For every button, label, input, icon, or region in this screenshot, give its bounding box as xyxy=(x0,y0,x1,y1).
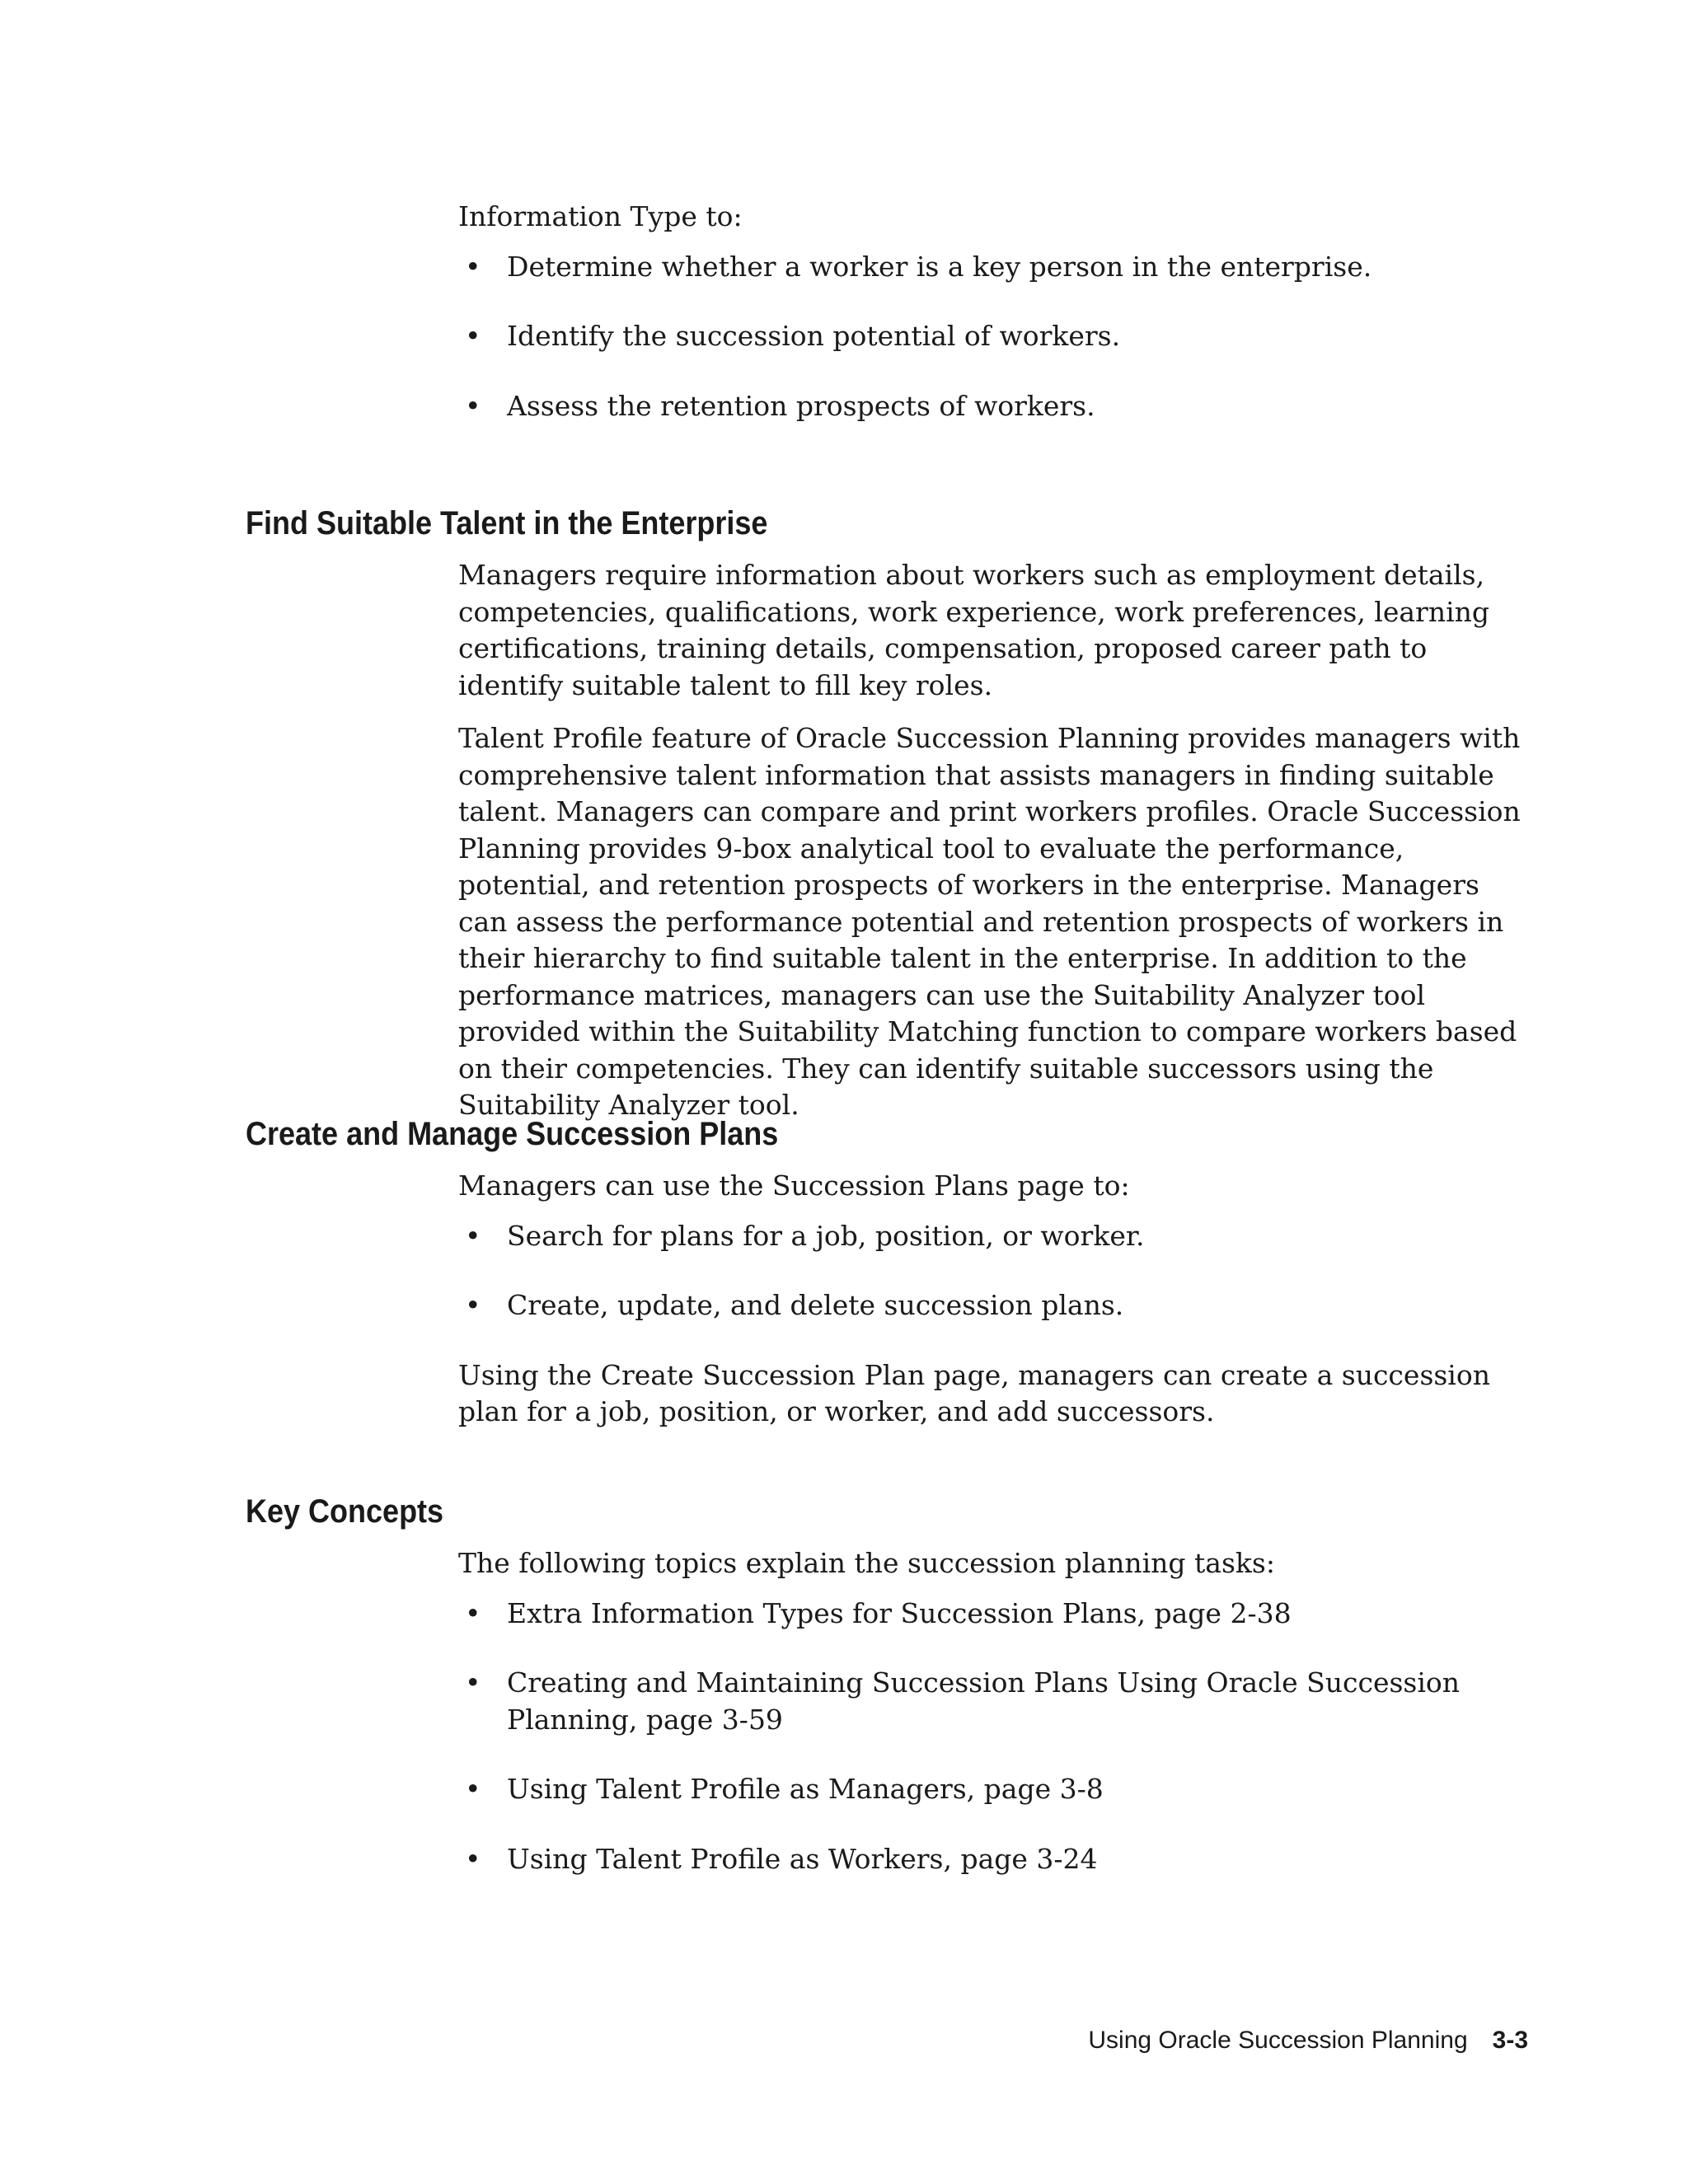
list-item: • Search for plans for a job, position, or worker. xyxy=(458,1218,1530,1255)
section-heading-succession-plans: Create and Manage Succession Plans xyxy=(246,1116,779,1152)
find-talent-body xyxy=(458,557,1530,1124)
intro-block xyxy=(458,199,1530,424)
intro-bullet-list xyxy=(458,249,1530,425)
list-item: • Assess the retention prospects of workers. xyxy=(458,388,1530,425)
bullet-icon: • xyxy=(465,1666,481,1699)
bullet-icon: • xyxy=(465,1842,481,1875)
key-concepts-body xyxy=(458,1545,1530,1877)
key-concepts-lead: The following topics explain the succession planning tasks: xyxy=(458,1547,1275,1579)
bullet-icon: • xyxy=(465,1596,481,1629)
list-item xyxy=(458,1841,1530,1878)
list-item xyxy=(458,1771,1530,1808)
list-item: • Create, update, and delete succession plans. xyxy=(458,1287,1530,1324)
intro-lead: Information Type to: xyxy=(458,200,743,232)
list-item xyxy=(458,1596,1530,1633)
succession-plans-body xyxy=(458,1168,1530,1431)
cross-reference-link[interactable]: Extra Information Types for Succession Plans, page 2-38 xyxy=(507,1596,1292,1629)
succession-plans-lead: Managers can use the Succession Plans page to: xyxy=(458,1169,1130,1202)
cross-reference-link[interactable]: Creating and Maintaining Succession Plans Using Oracle Succession Planning, page 3-59 xyxy=(507,1666,1461,1736)
list-item xyxy=(458,1665,1530,1738)
succession-plans-closing: Using the Create Succession Plan page, managers can create a succession plan for a job, position, or worker, and add successors. xyxy=(458,1358,1490,1427)
paragraph: Managers require information about workers such as employment details, competencies, qualifications, work experience, work preferences, learning certifications, training details, compensation, proposed career path to identify suitable talent to fill key roles. xyxy=(458,559,1490,701)
cross-reference-link[interactable]: Using Talent Profile as Managers, page 3-8 xyxy=(507,1773,1104,1805)
succession-plans-bullet-list xyxy=(458,1218,1530,1324)
key-concepts-bullet-list xyxy=(458,1596,1530,1878)
list-item: • Determine whether a worker is a key person in the enterprise. xyxy=(458,249,1530,286)
cross-reference-link[interactable]: Using Talent Profile as Workers, page 3-24 xyxy=(507,1842,1098,1875)
footer-page-number: 3-3 xyxy=(1492,2027,1528,2054)
bullet-icon: • xyxy=(465,250,481,283)
bullet-icon: • xyxy=(465,1219,481,1252)
bullet-icon: • xyxy=(465,1773,481,1805)
bullet-icon: • xyxy=(465,1289,481,1321)
section-heading-find-talent: Find Suitable Talent in the Enterprise xyxy=(246,505,768,541)
section-heading-key-concepts: Key Concepts xyxy=(246,1493,444,1530)
list-item: • Identify the succession potential of workers. xyxy=(458,318,1530,355)
bullet-icon: • xyxy=(465,320,481,352)
paragraph: Talent Profile feature of Oracle Succession Planning provides managers with comprehensive talent information that assists managers in finding suitable talent. Managers can compare and print workers profiles. Oracle Succession Planning provides 9-box analytical tool to evaluate the performance, potential, and retention prospects of workers in the enterprise. Managers can assess the performance potential and retention prospects of workers in their hierarchy to find suitable talent in the enterprise. In addition to the performance matrices, managers can use the Suitability Analyzer tool provided within the Suitability Matching function to compare workers based on their competencies. They can identify suitable successors using the Suitability Analyzer tool. xyxy=(458,722,1521,1121)
page-footer xyxy=(1088,2026,1528,2055)
bullet-icon: • xyxy=(465,389,481,422)
footer-title: Using Oracle Succession Planning xyxy=(1088,2027,1468,2054)
